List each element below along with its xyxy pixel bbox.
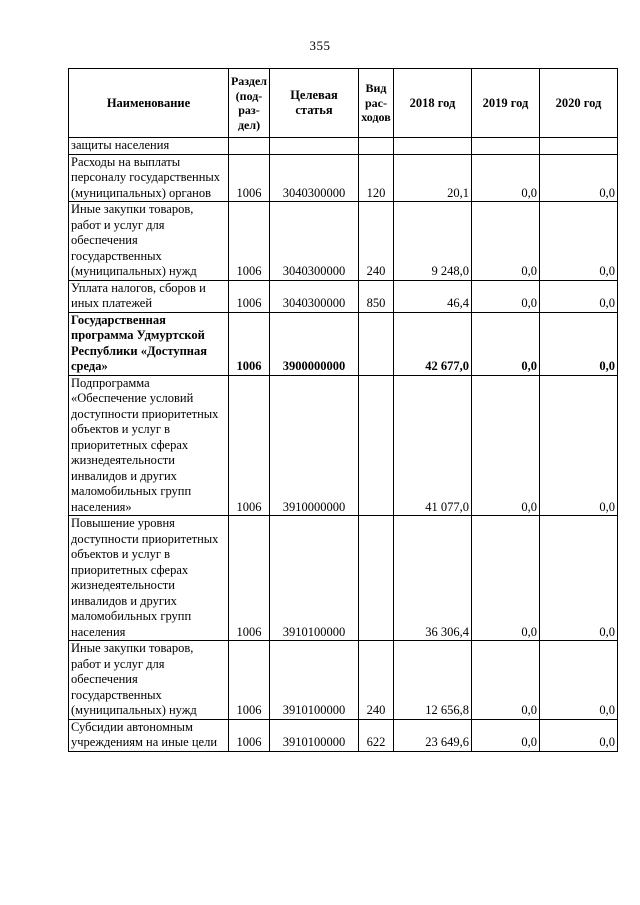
row-name: Субсидии автономным учреждениям на иные цели: [69, 719, 229, 751]
row-2020: 0,0: [540, 202, 618, 281]
row-target: 3040300000: [270, 280, 359, 312]
row-kind: [359, 312, 394, 375]
row-kind: 240: [359, 202, 394, 281]
header-2019: 2019 год: [472, 69, 540, 138]
row-target: 3040300000: [270, 154, 359, 202]
row-target: [270, 138, 359, 155]
row-2020: 0,0: [540, 719, 618, 751]
table-row: [69, 516, 618, 641]
row-section: 1006: [229, 312, 270, 375]
row-target: 3910100000: [270, 641, 359, 720]
row-name: Государственная программа Удмуртской Республики «Доступная среда»: [69, 312, 229, 375]
row-section: [229, 138, 270, 155]
row-2018: 46,4: [394, 280, 472, 312]
table-row: [69, 312, 618, 375]
row-2019: 0,0: [472, 641, 540, 720]
row-kind: 850: [359, 280, 394, 312]
table-row: [69, 375, 618, 516]
row-2020: [540, 138, 618, 155]
row-target: 3040300000: [270, 202, 359, 281]
header-name: Наименование: [69, 69, 229, 138]
row-section: 1006: [229, 202, 270, 281]
table-row: [69, 719, 618, 751]
row-name: Расходы на выплаты персоналу государственных (муниципальных) органов: [69, 154, 229, 202]
header-target: Целевая статья: [270, 69, 359, 138]
row-2019: 0,0: [472, 516, 540, 641]
table-row: [69, 154, 618, 202]
table-row: [69, 641, 618, 720]
row-section: 1006: [229, 375, 270, 516]
budget-table: [68, 68, 618, 752]
header-2020: 2020 год: [540, 69, 618, 138]
row-target: 3910100000: [270, 719, 359, 751]
row-kind: 240: [359, 641, 394, 720]
row-2019: 0,0: [472, 312, 540, 375]
row-target: 3900000000: [270, 312, 359, 375]
row-kind: [359, 138, 394, 155]
row-2020: 0,0: [540, 375, 618, 516]
row-section: 1006: [229, 154, 270, 202]
row-name: Подпрограмма «Обеспечение условий доступности приоритетных объектов и услуг в приоритетных сферах жизнедеятельности инвалидов и других маломобильных групп населения»: [69, 375, 229, 516]
row-2020: 0,0: [540, 280, 618, 312]
row-2018: 42 677,0: [394, 312, 472, 375]
table-body: [69, 138, 618, 752]
row-section: 1006: [229, 719, 270, 751]
row-2019: 0,0: [472, 375, 540, 516]
row-name: Уплата налогов, сборов и иных платежей: [69, 280, 229, 312]
header-kind: Вид рас- ходов: [359, 69, 394, 138]
row-2019: 0,0: [472, 719, 540, 751]
row-2019: 0,0: [472, 202, 540, 281]
row-2018: 41 077,0: [394, 375, 472, 516]
table-row: [69, 138, 618, 155]
row-name: Повышение уровня доступности приоритетных объектов и услуг в приоритетных сферах жизнедеятельности инвалидов и других маломобильных групп населения: [69, 516, 229, 641]
row-2020: 0,0: [540, 641, 618, 720]
table-row: [69, 280, 618, 312]
row-section: 1006: [229, 641, 270, 720]
header-section: Раздел (под- раз- дел): [229, 69, 270, 138]
header-2018: 2018 год: [394, 69, 472, 138]
row-2020: 0,0: [540, 312, 618, 375]
row-section: 1006: [229, 516, 270, 641]
row-section: 1006: [229, 280, 270, 312]
row-2018: 23 649,6: [394, 719, 472, 751]
page-number: 355: [309, 38, 331, 53]
table-header: [69, 69, 618, 138]
row-2020: 0,0: [540, 516, 618, 641]
row-2018: 12 656,8: [394, 641, 472, 720]
row-2019: 0,0: [472, 280, 540, 312]
row-2018: 9 248,0: [394, 202, 472, 281]
row-kind: 120: [359, 154, 394, 202]
row-2019: [472, 138, 540, 155]
table-row: [69, 202, 618, 281]
row-name: защиты населения: [69, 138, 229, 155]
row-2020: 0,0: [540, 154, 618, 202]
row-2019: 0,0: [472, 154, 540, 202]
row-name: Иные закупки товаров, работ и услуг для обеспечения государственных (муниципальных) нужд: [69, 202, 229, 281]
row-kind: [359, 516, 394, 641]
row-2018: 36 306,4: [394, 516, 472, 641]
row-2018: [394, 138, 472, 155]
row-target: 3910100000: [270, 516, 359, 641]
row-name: Иные закупки товаров, работ и услуг для обеспечения государственных (муниципальных) нужд: [69, 641, 229, 720]
row-kind: [359, 375, 394, 516]
row-2018: 20,1: [394, 154, 472, 202]
row-target: 3910000000: [270, 375, 359, 516]
row-kind: 622: [359, 719, 394, 751]
